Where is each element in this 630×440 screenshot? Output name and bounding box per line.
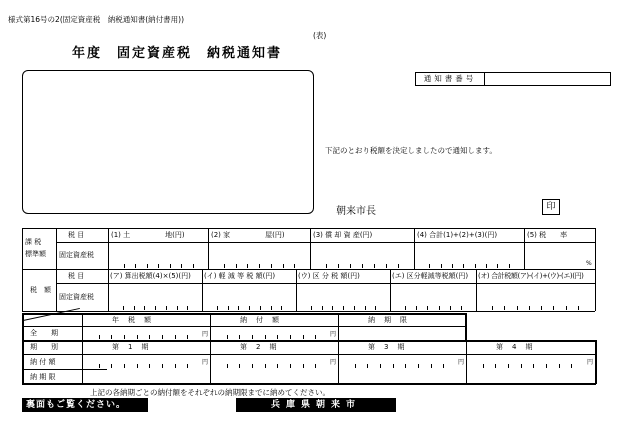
tax-amount-col-division: (ウ) 区 分 税 額(円) [298, 272, 360, 280]
digit-tick [177, 306, 178, 310]
digit-tick [271, 264, 272, 268]
digit-tick [111, 335, 112, 339]
digit-tick [259, 264, 260, 268]
digit-tick [166, 306, 167, 310]
digit-tick [158, 264, 159, 268]
tax-amount-col-total: (オ) 合計税額(ア)-(イ)+(ウ)-(エ)(円) [478, 272, 584, 280]
annual-tax-header: 年 税 額 [112, 316, 152, 324]
digit-tick [162, 364, 163, 368]
side-indicator: (表) [313, 31, 327, 40]
digit-tick [332, 306, 333, 310]
digit-tick [124, 364, 125, 368]
digit-tick [111, 364, 112, 368]
tax-base-col-house: (2) 家 屋(円) [211, 231, 285, 239]
digit-tick [315, 364, 316, 368]
digit-tick [217, 306, 218, 310]
digit-tick [326, 264, 327, 268]
payment-amount-label: 納 付 額 [30, 358, 56, 366]
digit-tick [303, 335, 304, 339]
digit-tick [461, 306, 462, 310]
back-side-notice: 裏面もご覧ください。 [22, 398, 148, 412]
digit-tick [497, 264, 498, 268]
digit-tick [441, 264, 442, 268]
digit-tick [393, 364, 394, 368]
notice-number-label: 通知書番号 [415, 72, 485, 86]
digit-tick [517, 306, 518, 310]
digit-tick [294, 264, 295, 268]
digit-tick [252, 335, 253, 339]
digit-tick [509, 264, 510, 268]
tax-base-item: 固定資産税 [59, 251, 94, 259]
digit-tick [99, 335, 100, 339]
digit-tick [175, 335, 176, 339]
digit-tick [463, 264, 464, 268]
digit-tick [386, 264, 387, 268]
digit-tick [355, 364, 356, 368]
digit-tick [135, 264, 136, 268]
decision-text: 下記のとおり税額を決定しましたので通知します。 [325, 146, 497, 155]
digit-tick [124, 335, 125, 339]
digit-tick [338, 264, 339, 268]
paid-amount-header: 納 付 額 [240, 316, 280, 324]
digit-tick [350, 264, 351, 268]
tax-base-col-rate: (5) 税 率 [527, 231, 568, 239]
digit-tick [431, 364, 432, 368]
digit-tick [578, 306, 579, 310]
digit-tick [427, 306, 428, 310]
digit-tick [311, 306, 312, 310]
digit-tick [134, 306, 135, 310]
digit-tick [224, 264, 225, 268]
digit-tick [290, 335, 291, 339]
tax-amount-col-calculated: (ア) 算出税額(4)×(5)(円) [110, 272, 191, 280]
tax-base-col-total: (4) 合計(1)+(2)+(3)(円) [417, 231, 498, 239]
digit-tick [405, 306, 406, 310]
yen-unit: 円 [202, 359, 209, 366]
digit-tick [147, 264, 148, 268]
digit-tick [277, 335, 278, 339]
notice-number-field [484, 72, 611, 86]
digit-tick [546, 364, 547, 368]
digit-tick [405, 364, 406, 368]
yen-unit: 円 [330, 331, 337, 338]
tax-amount-item: 固定資産税 [59, 293, 94, 301]
digit-tick [228, 306, 229, 310]
digit-tick [137, 364, 138, 368]
digit-tick [236, 264, 237, 268]
digit-tick [227, 335, 228, 339]
digit-tick [429, 264, 430, 268]
digit-tick [123, 306, 124, 310]
digit-tick [439, 306, 440, 310]
tax-amount-col-division-reduction: (エ) 区分軽減等税額(円) [392, 272, 469, 280]
digit-tick [149, 364, 150, 368]
yen-unit: 円 [202, 331, 209, 338]
digit-tick [175, 364, 176, 368]
digit-tick [416, 306, 417, 310]
tax-amount-col-reduction: (イ) 軽 減 等 税 額(円) [204, 272, 276, 280]
digit-tick [239, 364, 240, 368]
digit-tick [450, 306, 451, 310]
digit-tick [483, 364, 484, 368]
digit-tick [271, 306, 272, 310]
percent-sign: % [586, 260, 592, 267]
digit-tick [238, 306, 239, 310]
digit-tick [508, 364, 509, 368]
digit-tick [495, 364, 496, 368]
digit-tick [365, 306, 366, 310]
digit-tick [162, 335, 163, 339]
digit-tick [529, 306, 530, 310]
digit-tick [443, 364, 444, 368]
period-1-header: 第 1 期 [112, 343, 150, 351]
digit-tick [193, 264, 194, 268]
digit-tick [149, 335, 150, 339]
digit-tick [265, 335, 266, 339]
tax-base-col-land: (1) 土 地(円) [111, 231, 185, 239]
digit-tick [398, 264, 399, 268]
full-term-label: 全 期 [30, 329, 58, 337]
digit-tick [375, 306, 376, 310]
digit-tick [281, 306, 282, 310]
payment-instruction: 上記の各納期ごとの納付額をそれぞれの納期限までに納めてください。 [90, 388, 330, 397]
digit-tick [283, 264, 284, 268]
digit-tick [362, 264, 363, 268]
digit-tick [367, 364, 368, 368]
form-number: 様式第16号の2(固定資産税 納税通知書(納付書用)) [8, 15, 185, 24]
digit-tick [354, 306, 355, 310]
digit-tick [303, 364, 304, 368]
digit-tick [265, 364, 266, 368]
mayor-name: 朝来市長 [336, 206, 376, 217]
digit-tick [486, 264, 487, 268]
page-title: 年度 固定資産税 納税通知書 [72, 46, 283, 61]
digit-tick [533, 364, 534, 368]
tax-amount-item-header: 税 目 [68, 272, 85, 280]
digit-tick [504, 306, 505, 310]
digit-tick [187, 335, 188, 339]
period-label: 期 別 [30, 343, 58, 351]
digit-tick [124, 264, 125, 268]
digit-tick [227, 364, 228, 368]
digit-tick [559, 364, 560, 368]
digit-tick [247, 264, 248, 268]
tax-base-col-depreciable: (3) 償 却 資 産(円) [313, 231, 373, 239]
digit-tick [315, 335, 316, 339]
digit-tick [99, 364, 100, 368]
digit-tick [322, 306, 323, 310]
digit-tick [260, 306, 261, 310]
digit-tick [277, 364, 278, 368]
digit-tick [492, 306, 493, 310]
digit-tick [475, 264, 476, 268]
digit-tick [137, 335, 138, 339]
seal-mark: 印 [542, 199, 560, 215]
period-2-header: 第 2 期 [240, 343, 278, 351]
digit-tick [170, 264, 171, 268]
digit-tick [187, 306, 188, 310]
digit-tick [418, 364, 419, 368]
digit-tick [566, 306, 567, 310]
digit-tick [521, 364, 522, 368]
tax-amount-section-label: 税 額 [30, 286, 51, 294]
digit-tick [452, 264, 453, 268]
digit-tick [290, 364, 291, 368]
yen-unit: 円 [458, 359, 465, 366]
tax-base-item-header: 税 目 [68, 231, 85, 239]
yen-unit: 円 [330, 359, 337, 366]
address-box [22, 70, 314, 214]
tax-base-section-label: 課 税 標準額 [25, 238, 46, 258]
period-4-header: 第 4 期 [496, 343, 534, 351]
digit-tick [343, 306, 344, 310]
digit-tick [571, 364, 572, 368]
period-3-header: 第 3 期 [368, 343, 406, 351]
due-date-header: 納 期 限 [368, 316, 408, 324]
digit-tick [181, 264, 182, 268]
digit-tick [541, 306, 542, 310]
digit-tick [380, 364, 381, 368]
digit-tick [553, 306, 554, 310]
digit-tick [144, 306, 145, 310]
digit-tick [252, 364, 253, 368]
issuing-city: 兵庫県朝来市 [236, 398, 396, 412]
digit-tick [155, 306, 156, 310]
digit-tick [249, 306, 250, 310]
digit-tick [239, 335, 240, 339]
digit-tick [187, 364, 188, 368]
payment-due-label: 納 期 限 [30, 373, 56, 381]
digit-tick [374, 264, 375, 268]
yen-unit: 円 [587, 359, 594, 366]
